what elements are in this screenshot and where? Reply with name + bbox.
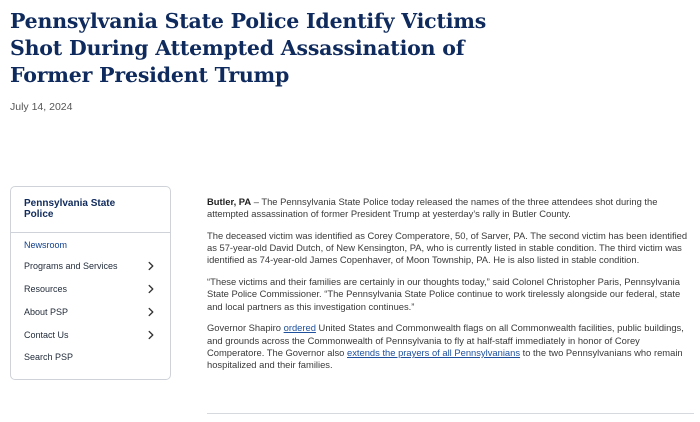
sidebar-item-contact-us[interactable]	[24, 327, 158, 343]
sidebar-item-programs-and-services[interactable]	[24, 258, 158, 274]
ordered-link[interactable]: ordered	[283, 322, 316, 334]
publish-date: July 14, 2024	[10, 101, 73, 113]
article-paragraph-3: “These victims and their families are certainly in our thoughts today,” said Colonel Christopher Paris, Pennsylvania State Police Commissioner. “The Pennsylvania State Police continue to work tirelessly alongside our federal, state and local partners as this investigation continues.”	[207, 276, 681, 312]
sidebar-title-line-2: Police	[24, 209, 54, 220]
sidebar-item-label: Resources	[24, 284, 68, 294]
sidebar-title-line-1: Pennsylvania State	[24, 198, 116, 209]
paragraph-text: to the two Pennsylvanians who remain hospitalized and their families.	[207, 346, 683, 371]
chevron-right-icon[interactable]	[146, 330, 156, 340]
article-paragraph-2: The deceased victim was identified as Corey Comperatore, 50, of Sarver, PA. The second victim has been identified as 57-year-old David Dutch, of New Kensington, PA, who is currently listed in stable condition. The third victim was identified as 74-year-old James Copenhaver, of Moon Township, PA. He is also listed in stable condition.	[207, 229, 688, 266]
sidebar-item-label: Search PSP	[24, 352, 74, 362]
page-title	[10, 8, 490, 89]
paragraph-text: Governor Shapiro	[207, 322, 284, 334]
sidebar-item-about-psp[interactable]	[24, 304, 158, 320]
page-title-line-3: Former President Trump	[10, 63, 290, 87]
sidebar-nav	[10, 186, 171, 380]
chevron-right-icon[interactable]	[146, 307, 156, 317]
article-body	[207, 196, 694, 381]
sidebar-item-newsroom[interactable]	[24, 237, 158, 253]
page-title-line-2: Shot During Attempted Assassination of	[10, 36, 465, 60]
sidebar-item-resources[interactable]	[24, 281, 158, 297]
sidebar-item-search-psp[interactable]	[24, 349, 158, 365]
paragraph-text: United States and Commonwealth flags on all Commonwealth facilities, public buildings, and grounds across the Commonwealth of Pennsylvania to fly at half-staff immediately in honor of Corey Comperatore. The Governor also	[207, 322, 684, 358]
sidebar-header	[11, 187, 170, 233]
paragraph-text: – The Pennsylvania State Police today released the names of the three attendees shot during the attempted assassination of former President Trump at yesterday’s rally in Butler County.	[207, 196, 658, 220]
page-title-line-1: Pennsylvania State Police Identify Victims	[10, 9, 487, 33]
divider	[207, 413, 694, 414]
sidebar-item-label: About PSP	[24, 307, 69, 317]
article-paragraph-1	[207, 196, 694, 221]
article-paragraph-4	[207, 322, 694, 371]
sidebar-title[interactable]	[24, 198, 144, 220]
chevron-right-icon[interactable]	[146, 261, 156, 271]
extends-prayers-link[interactable]: extends the prayers of all Pennsylvanians	[347, 346, 521, 358]
dateline: Butler, PA	[207, 196, 252, 207]
sidebar-item-label: Newsroom	[24, 240, 68, 250]
sidebar-item-label: Contact Us	[24, 330, 69, 340]
sidebar-item-label: Programs and Services	[24, 261, 118, 271]
chevron-right-icon[interactable]	[146, 284, 156, 294]
